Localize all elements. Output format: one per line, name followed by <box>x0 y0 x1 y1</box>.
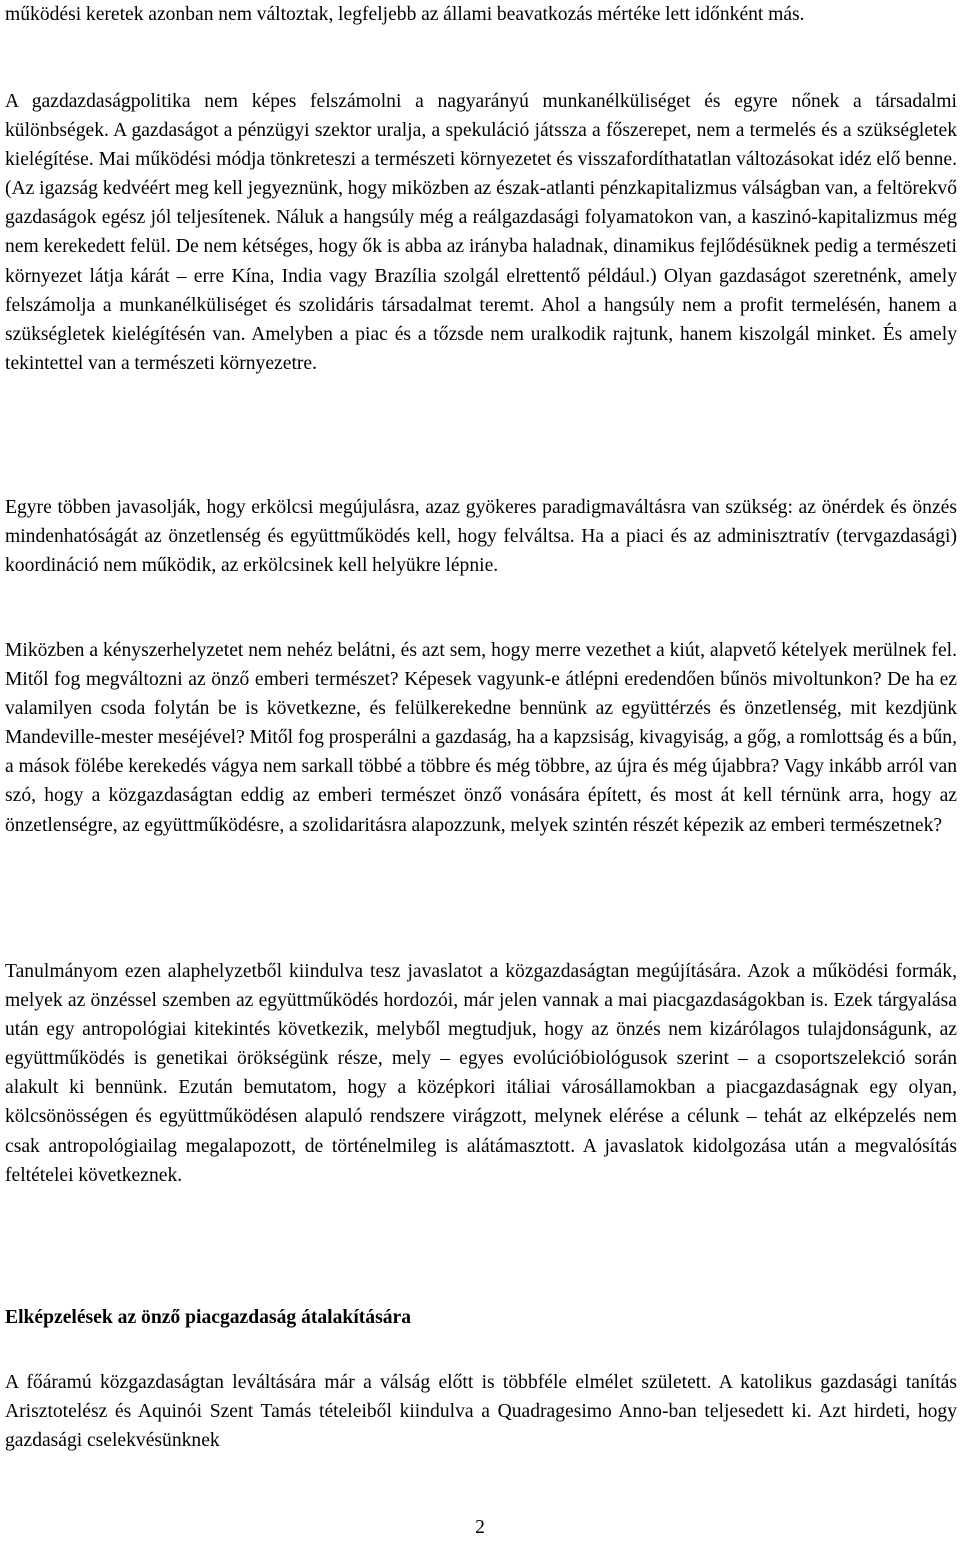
section-heading: Elképzelések az önző piacgazdaság átalakítására <box>5 1307 412 1328</box>
paragraph-study-outline: Tanulmányom ezen alaphelyzetből kiindulva tesz javaslatot a közgazdaságtan megújítására. Azok a működési formák, melyek az önzéssel szemben az együttműködés hordozói, már jelen vannak a mai piacgazdaságokban is. Ezek tárgyalása után egy antropológiai kitekintés következik, melyből megtudjuk, hogy az önzés nem kizárólagos tulajdonságunk, az együttműködés is genetikai örökségünk része, mely – egyes evolúcióbiológusok szerint – a csoportszelekció során alakult ki bennünk. Ezután bemutatom, hogy a középkori itáliai városállamokban a piacgazdaságnak egy olyan, kölcsönösségen és együttműködésen alapuló rendszere virágzott, melynek elérése a célunk – tehát az elképzelés nem csak antropológiailag megalapozott, de történelmileg is alátámasztott. A javaslatok kidolgozása után a megvalósítás feltételei következnek. <box>5 961 957 1186</box>
paragraph-doubts: Miközben a kényszerhelyzetet nem nehéz belátni, és azt sem, hogy merre vezethet a kiút, alapvető kételyek merülnek fel. Mitől fog megváltozni az önző emberi természet? Képesek vagyunk-e átlépni eredendően bűnös mivoltunkon? De ha ez valamilyen csoda folytán be is következne, és felülkerekedne bennünk az együttérzés és önzetlenség, mit kezdjünk Mandeville-mester meséjével? Mitől fog prosperálni a gazdaság, ha a kapzsiság, kivagyiság, a gőg, a romlottság és a bűn, a mások fölébe kerekedés vágya nem sarkall többé a többre és még többre, az újra és még újabbra? Vagy inkább arról van szó, hogy a közgazdaságtan eddig az emberi természet önző vonására épített, és most át kell térnünk arra, hogy az önzetlenségre, az együttműködésre, a szolidaritásra alapozzunk, melyek szintén részét képezik az emberi természetnek? <box>5 640 957 836</box>
paragraph-economic-policy: A gazdazdaságpolitika nem képes felszámolni a nagyarányú munkanélküliséget és egyre nőnek a társadalmi különbségek. A gazdaságot a pénzügyi szektor uralja, a spekuláció játssza a főszerepet, nem a termelés és a szükségletek kielégítése. Mai működési módja tönkreteszi a természeti környezetet és visszafordíthatatlan változásokat idéz elő benne. (Az igazság kedvéért meg kell jegyeznünk, hogy miközben az észak-atlanti pénzkapitalizmus válságban van, a feltörekvő gazdaságok egész jól teljesítenek. Náluk a hangsúly még a reálgazdasági folyamatokon van, a kaszinó-kapitalizmus még nem kerekedett felül. De nem kétséges, hogy ők is abba az irányba haladnak, dinamikus fejlődésüknek pedig a természeti környezet látja kárát – erre Kína, India vagy Brazília szolgál elrettentő például.) Olyan gazdaságot szeretnénk, amely felszámolja a munkanélküliséget és szolidáris társadalmat teremt. Ahol a hangsúly nem a profit termelésén, hanem a szükségletek kielégítésén van. Amelyben a piac és a tőzsde nem uralkodik rajtunk, hanem kiszolgál minket. És amely tekintettel van a természeti környezetre. <box>5 91 957 374</box>
paragraph-mainstream-economics: A főáramú közgazdaságtan leváltására már a válság előtt is többféle elmélet született. A katolikus gazdasági tanítás Arisztotelész és Aquinói Szent Tamás tételeiből kiindulva a Quadragesimo Anno-ban teljesedett ki. Azt hirdeti, hogy gazdasági cselekvésünknek <box>5 1372 957 1452</box>
page-number: 2 <box>475 1517 485 1538</box>
paragraph-intro-continuation: működési keretek azonban nem változtak, legfeljebb az állami beavatkozás mértéke lett időnként más. <box>5 4 805 25</box>
paragraph-moral-renewal: Egyre többen javasolják, hogy erkölcsi megújulásra, azaz gyökeres paradigmaváltásra van szükség: az önérdek és önzés mindenhatóságát az önzetlenség és együttműködés kell, hogy felváltsa. Ha a piaci és az adminisztratív (tervgazdasági) koordináció nem működik, az erkölcsinek kell helyükre lépnie. <box>5 497 957 577</box>
